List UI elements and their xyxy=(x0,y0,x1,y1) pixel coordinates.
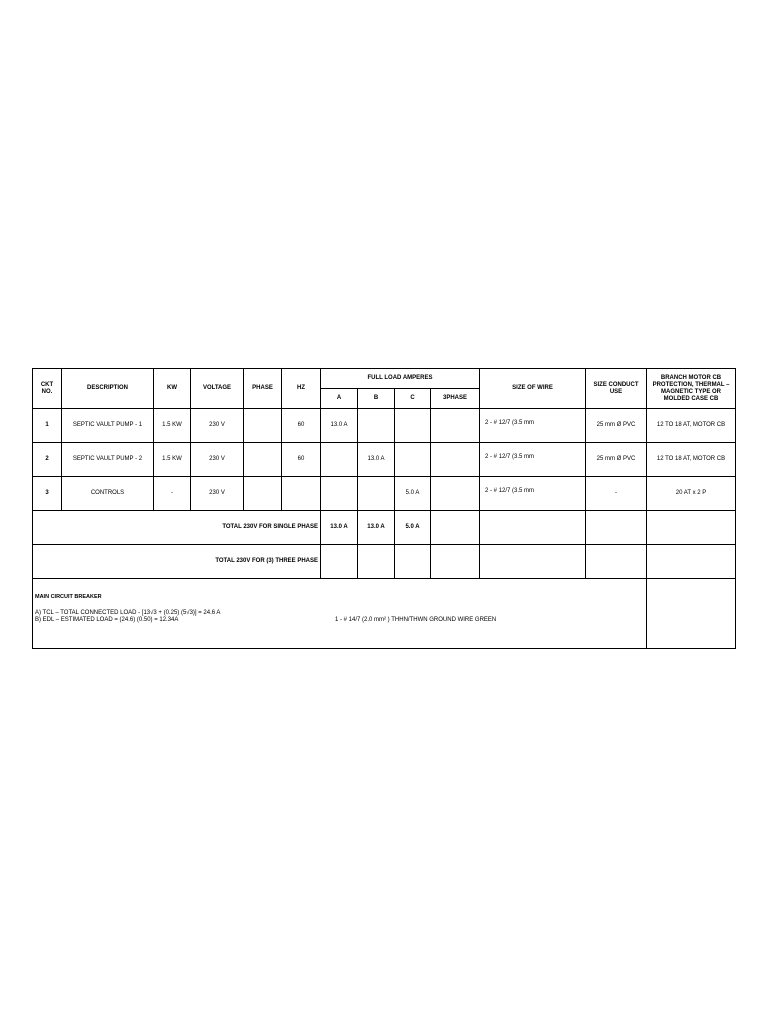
3phase-cell xyxy=(431,443,480,477)
wire-cell: 2 - # 12/7 (3.5 mm xyxy=(480,443,586,477)
description-cell: SEPTIC VAULT PUMP - 2 xyxy=(62,443,154,477)
header-branch-cb: BRANCH MOTOR CB PROTECTION, THERMAL – MAGNETIC TYPE OR MOLDED CASE CB xyxy=(647,369,736,409)
wire-cell: 2 - # 12/7 (3.5 mm xyxy=(480,477,586,511)
header-description: DESCRIPTION xyxy=(62,369,154,409)
conduit-cell: 25 mm Ø PVC xyxy=(586,409,647,443)
header-3phase: 3PHASE xyxy=(431,389,480,409)
voltage-cell: 230 V xyxy=(191,477,244,511)
total-single-cb xyxy=(647,511,736,545)
main-cb-empty-cell xyxy=(647,579,736,649)
voltage-cell: 230 V xyxy=(191,409,244,443)
header-b: B xyxy=(358,389,395,409)
total-single-wire xyxy=(480,511,586,545)
header-voltage: VOLTAGE xyxy=(191,369,244,409)
total-single-3phase xyxy=(431,511,480,545)
total-single-phase-row xyxy=(33,511,736,545)
edl-formula: B) EDL – ESTIMATED LOAD = (24.6) (0.50) = 12.34A xyxy=(35,617,179,623)
phase-cell xyxy=(244,443,282,477)
ckt-no-cell: 3 xyxy=(33,477,62,511)
total-three-phase-row xyxy=(33,545,736,579)
total-three-c xyxy=(395,545,431,579)
hz-cell: 60 xyxy=(282,443,321,477)
a-cell xyxy=(321,477,358,511)
b-cell xyxy=(358,409,395,443)
phase-cell xyxy=(244,409,282,443)
cb-cell: 12 TO 18 AT, MOTOR CB xyxy=(647,409,736,443)
header-full-load-amperes: FULL LOAD AMPERES xyxy=(321,369,480,389)
total-three-wire xyxy=(480,545,586,579)
c-cell xyxy=(395,443,431,477)
hz-cell: 60 xyxy=(282,409,321,443)
kw-cell: 1.5 KW xyxy=(154,409,191,443)
total-three-phase-label: TOTAL 230V FOR (3) THREE PHASE xyxy=(33,545,321,579)
kw-cell: 1.5 KW xyxy=(154,443,191,477)
ckt-no-cell: 2 xyxy=(33,443,62,477)
total-single-b: 13.0 A xyxy=(358,511,395,545)
header-hz: HZ xyxy=(282,369,321,409)
3phase-cell xyxy=(431,409,480,443)
3phase-cell xyxy=(431,477,480,511)
a-cell: 13.0 A xyxy=(321,409,358,443)
table-row xyxy=(33,443,736,477)
voltage-cell: 230 V xyxy=(191,443,244,477)
description-cell: CONTROLS xyxy=(62,477,154,511)
header-ckt-no: CKT NO. xyxy=(33,369,62,409)
header-c: C xyxy=(395,389,431,409)
panel-schedule-table xyxy=(32,368,736,649)
total-three-a xyxy=(321,545,358,579)
b-cell xyxy=(358,477,395,511)
b-cell: 13.0 A xyxy=(358,443,395,477)
phase-cell xyxy=(244,477,282,511)
table-row xyxy=(33,409,736,443)
total-single-c: 5.0 A xyxy=(395,511,431,545)
main-circuit-breaker-row xyxy=(33,579,736,649)
conduit-cell: - xyxy=(586,477,647,511)
total-three-b xyxy=(358,545,395,579)
hz-cell xyxy=(282,477,321,511)
ground-wire-spec: 1 - # 14/7 (2.0 mm² ) THHN/THWN GROUND WIRE GREEN xyxy=(335,617,497,623)
conduit-cell: 25 mm Ø PVC xyxy=(586,443,647,477)
cb-cell: 12 TO 18 AT, MOTOR CB xyxy=(647,443,736,477)
header-size-conduct-use: SIZE CONDUCT USE xyxy=(586,369,647,409)
header-kw: KW xyxy=(154,369,191,409)
c-cell xyxy=(395,409,431,443)
description-cell: SEPTIC VAULT PUMP - 1 xyxy=(62,409,154,443)
tcl-formula: A) TCL – TOTAL CONNECTED LOAD - [13√3 + (0.25) (5√3)] = 24.6 A xyxy=(35,610,221,616)
main-circuit-breaker-cell xyxy=(33,579,647,649)
header-size-of-wire: SIZE OF WIRE xyxy=(480,369,586,409)
total-three-cb xyxy=(647,545,736,579)
header-phase: PHASE xyxy=(244,369,282,409)
table-row xyxy=(33,477,736,511)
header-row-1 xyxy=(33,369,736,389)
main-circuit-breaker-title: MAIN CIRCUIT BREAKER xyxy=(35,594,102,600)
total-single-conduit xyxy=(586,511,647,545)
a-cell xyxy=(321,443,358,477)
total-three-3phase xyxy=(431,545,480,579)
total-single-a: 13.0 A xyxy=(321,511,358,545)
total-single-phase-label: TOTAL 230V FOR SINGLE PHASE xyxy=(33,511,321,545)
header-a: A xyxy=(321,389,358,409)
kw-cell: - xyxy=(154,477,191,511)
total-three-conduit xyxy=(586,545,647,579)
cb-cell: 20 AT x 2 P xyxy=(647,477,736,511)
c-cell: 5.0 A xyxy=(395,477,431,511)
ckt-no-cell: 1 xyxy=(33,409,62,443)
wire-cell: 2 - # 12/7 (3.5 mm xyxy=(480,409,586,443)
